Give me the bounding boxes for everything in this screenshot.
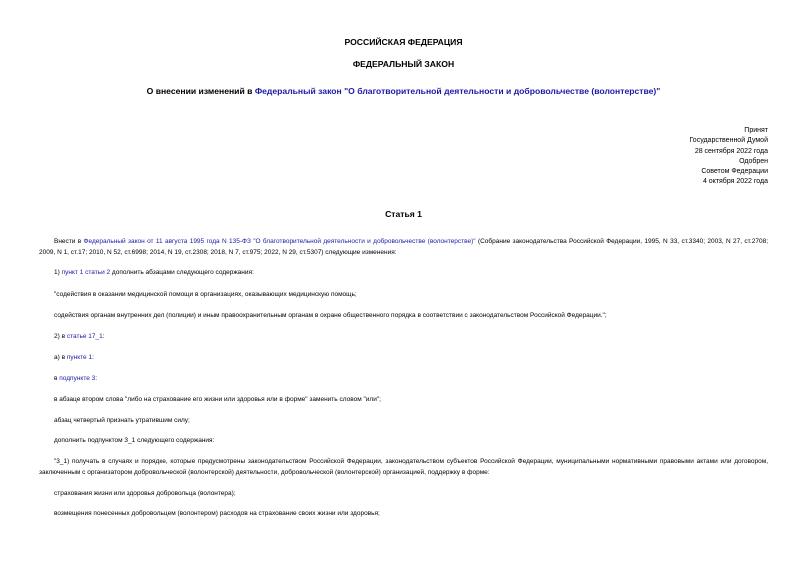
header-country: РОССИЙСКАЯ ФЕДЕРАЦИЯ (344, 37, 463, 47)
title-prefix: О внесении изменений в (146, 86, 255, 96)
document-title (0, 86, 807, 96)
subitem-a-suffix: : (92, 354, 94, 361)
adoption-line: Советом Федерации (701, 168, 768, 176)
subpoint-3-suffix: : (95, 375, 98, 382)
intro-text-rest: (Собрание законодательства Российской Федерации, 1995, N 33, ст.3340; 2003, N 27, ст.2708; 2009, N 1, ст.17; 2010, N 52, ст.6998; 2014, N 19, ст.2308; 2018, N 7, ст.975; 2022, N 29, ст.5307) следующие изменения: (39, 238, 768, 257)
paragraph-item-2 (54, 331, 105, 342)
paragraph-amend-1: в абзаце втором слова "либо на страхование его жизни или здоровья или в форме" заменить словом "или"; (54, 396, 381, 403)
adoption-line: Принят (744, 127, 768, 134)
adoption-line: Государственной Думой (689, 137, 768, 145)
header-doc-type: ФЕДЕРАЛЬНЫЙ ЗАКОН (352, 59, 455, 69)
paragraph-intro (39, 236, 768, 258)
paragraph-amend-2: абзац четвертый признать утратившим силу; (54, 417, 190, 424)
adoption-block (689, 126, 768, 188)
adoption-line: 4 октября 2022 года (702, 178, 768, 186)
paragraph-item-1 (54, 267, 254, 278)
subpoint-3-link[interactable]: подпункте 3 (59, 375, 96, 382)
paragraph-subpoint-3 (54, 373, 97, 384)
article-title: Статья 1 (385, 209, 422, 219)
paragraph-new-subpoint: "3_1) получать в случаях и порядке, которые предусмотрены законодательством Российской Федерации, законодательством субъектов Российской Федерации, муниципальными нормативными правовыми актами или договором, заключенным с организатором добровольческой (волонтерской) деятельности, добровольческой (волонтерской) организацией, поддержку в форме: (39, 458, 768, 477)
item-1-text: дополнить абзацами следующего содержания: (110, 269, 254, 276)
law-link[interactable]: Федеральный закон от 11 августа 1995 года N 135-ФЗ "О благотворительной деятельности и добровольчестве (волонтерстве)" (83, 238, 476, 245)
paragraph-subitem-a (54, 352, 94, 363)
paragraph-quote-2: содействия органам внутренних дел (полиции) и иным правоохранительным органам в охране общественного порядка в соответствии с законодательством Российской Федерации."; (54, 312, 607, 319)
title-law-link[interactable]: Федеральный закон "О благотворительной деятельности и добровольчестве (волонтерстве)" (254, 86, 661, 96)
article-17-1-link[interactable]: статье 17_1 (66, 333, 103, 340)
intro-text: Внести в (54, 238, 84, 245)
paragraph-form-2: возмещения понесенных добровольцем (волонтером) расходов на страхование своих жизни или здоровья; (54, 510, 380, 517)
subpoint-3-prefix: в (54, 375, 60, 382)
paragraph-amend-3: дополнить подпунктом 3_1 следующего содержания: (54, 437, 215, 444)
paragraph-quote-1: "содействия в оказании медицинской помощи в организациях, оказывающих медицинскую помощь; (54, 291, 357, 298)
item-2-prefix: 2) в (54, 333, 67, 340)
subitem-a-prefix: а) в (54, 354, 67, 361)
adoption-line: Одобрен (739, 157, 768, 165)
paragraph-form-1: страхования жизни или здоровья добровольца (волонтера); (54, 490, 236, 497)
adoption-line: 28 сентября 2022 года (694, 147, 768, 155)
article-2-link[interactable]: пункт 1 статьи 2 (61, 269, 111, 276)
point-1-link[interactable]: пункте 1 (66, 354, 93, 361)
item-1-prefix: 1) (54, 269, 62, 276)
item-2-suffix: : (102, 333, 105, 340)
